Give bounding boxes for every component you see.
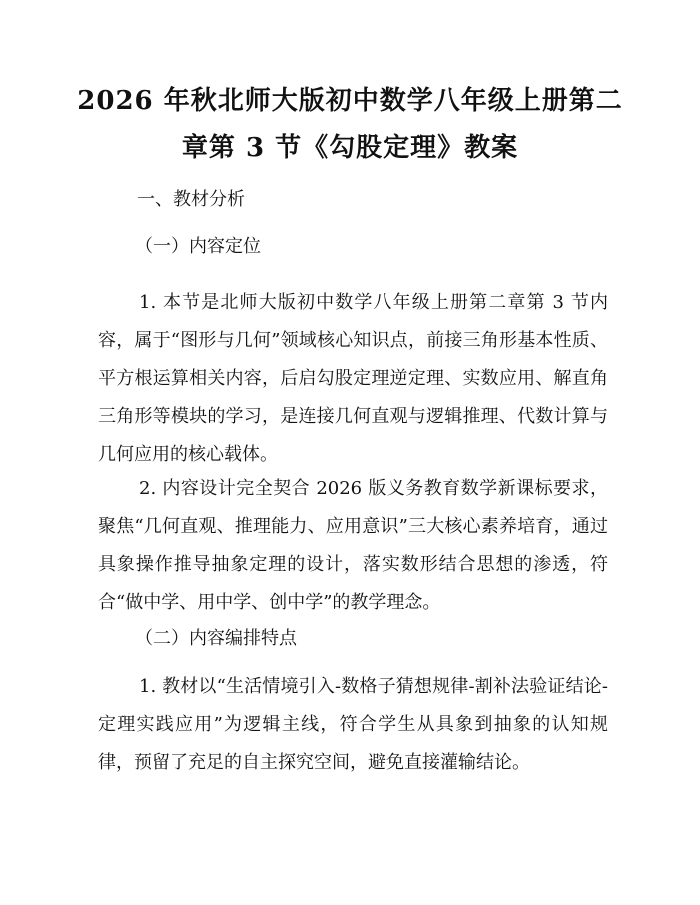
paragraph-arrangement-features-1: 1. 教材以“生活情境引入-数格子猜想规律-割补法验证结论-定理实践应用”为逻辑主线，符合学生从具象到抽象的认知规律，预留了充足的自主探究空间，避免直接灌输结论。 <box>98 676 608 773</box>
document-title-line-2: 章第 3 节《勾股定理》教案 <box>181 133 519 163</box>
subsection-heading-arrangement-features: （二）内容编排特点 <box>135 628 297 649</box>
document-title-line-1: 2026 年秋北师大版初中数学八年级上册第二 <box>77 86 623 116</box>
paragraph-content-positioning-2: 2. 内容设计完全契合 2026 版义务教育数学新课标要求，聚焦“几何直观、推理能力、应用意识”三大核心素养培育，通过具象操作推导抽象定理的设计，落实数形结合思想的渗透，符合“做中学、用中学、创中学”的教学理念。 <box>98 478 608 613</box>
section-heading-textbook-analysis: 一、教材分析 <box>137 189 245 210</box>
paragraph-content-positioning-1: 1. 本节是北师大版初中数学八年级上册第二章第 3 节内容，属于“图形与几何”领域核心知识点，前接三角形基本性质、平方根运算相关内容，后启勾股定理逆定理、实数应用、解直角三角形等模块的学习，是连接几何直观与逻辑推理、代数计算与几何应用的核心载体。 <box>98 292 608 465</box>
subsection-heading-content-positioning: （一）内容定位 <box>135 236 261 257</box>
